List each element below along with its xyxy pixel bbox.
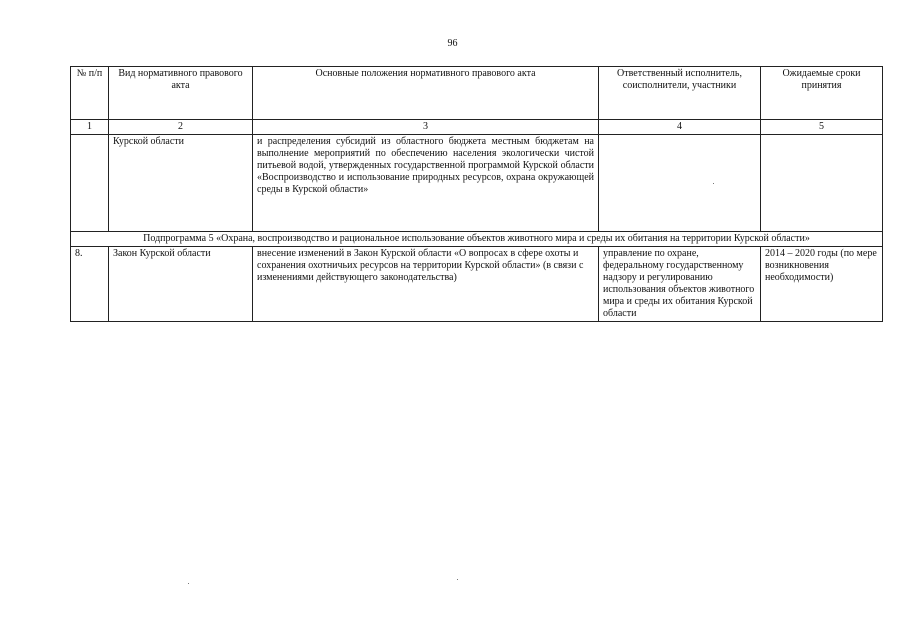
table-row bbox=[71, 247, 883, 322]
regulatory-acts-table bbox=[70, 66, 883, 322]
column-number: 1 bbox=[71, 120, 109, 135]
header-term: Ожидаемые сроки принятия bbox=[761, 67, 883, 120]
cell-executor bbox=[599, 135, 761, 232]
page-number: 96 bbox=[447, 38, 458, 49]
header-provisions: Основные положения нормативного правового акта bbox=[253, 67, 599, 120]
column-number-row bbox=[71, 120, 883, 135]
cell-num bbox=[71, 135, 109, 232]
cell-provisions: и распределения субсидий из областного бюджета местным бюджетам на выполнение мероприятий по обеспечению населения экологически чистой питьевой водой, утвержденных государственной программой Курской области «Воспроизводство и использование природных ресурсов, охрана окружающей среды в Курской области» bbox=[253, 135, 599, 232]
cell-term bbox=[761, 135, 883, 232]
column-number: 3 bbox=[253, 120, 599, 135]
header-num: № п/п bbox=[71, 67, 109, 120]
subprogram-title: Подпрограмма 5 «Охрана, воспроизводство и рациональное использование объектов животного мира и среды их обитания на территории Курской области» bbox=[71, 232, 883, 247]
table-header-row bbox=[71, 67, 883, 120]
cell-num: 8. bbox=[71, 247, 109, 322]
cell-act-type: Закон Курской области bbox=[109, 247, 253, 322]
cell-provisions: внесение изменений в Закон Курской области «О вопросах в сфере охоты и сохранения охотничьих ресурсов на территории Курской области» (в связи с изменениями действующего законодательства) bbox=[253, 247, 599, 322]
column-number: 5 bbox=[761, 120, 883, 135]
scan-speck bbox=[457, 579, 458, 580]
cell-executor: управление по охране, федеральному государственному надзору и регулированию использования объектов животного мира и среды их обитания Курской области bbox=[599, 247, 761, 322]
cell-act-type: Курской области bbox=[109, 135, 253, 232]
scan-speck bbox=[188, 583, 189, 584]
table-row bbox=[71, 135, 883, 232]
column-number: 4 bbox=[599, 120, 761, 135]
column-number: 2 bbox=[109, 120, 253, 135]
scan-speck bbox=[713, 183, 714, 184]
header-executor: Ответственный исполнитель, соисполнители, участники bbox=[599, 67, 761, 120]
subprogram-row bbox=[71, 232, 883, 247]
cell-term: 2014 – 2020 годы (по мере возникновения необходимости) bbox=[761, 247, 883, 322]
header-act-type: Вид нормативного правового акта bbox=[109, 67, 253, 120]
